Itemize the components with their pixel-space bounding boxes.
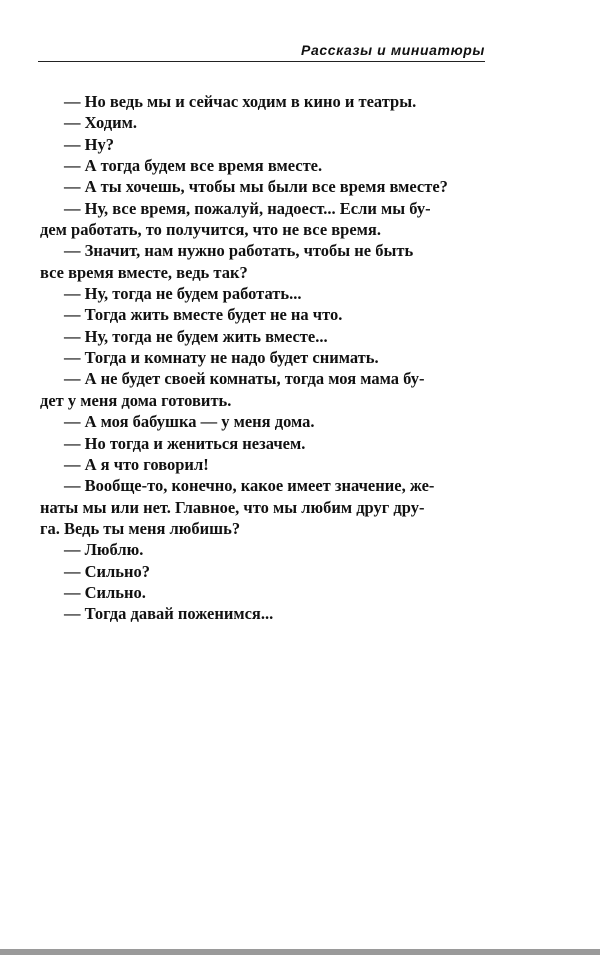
text-line: — А не будет своей комнаты, тогда моя мама бу- — [64, 369, 425, 389]
text-line: — Тогда и комнату не надо будет снимать. — [64, 348, 379, 368]
text-line: — Ну, все время, пожалуй, надоест... Если мы бу- — [64, 198, 431, 218]
text-line: — Тогда давай поженимся... — [64, 604, 274, 624]
text-line: — А я что говорил! — [64, 454, 209, 474]
text-line: га. Ведь ты меня любишь? — [40, 518, 241, 538]
text-line: — Сильно. — [64, 582, 146, 602]
text-line: — А тогда будем все время вместе. — [64, 156, 323, 176]
running-head-title: Рассказы и миниатюры — [301, 42, 485, 58]
text-line: — Ну? — [64, 134, 114, 154]
text-line: — Но ведь мы и сейчас ходим в кино и театры. — [64, 92, 417, 111]
text-line: все время вместе, ведь так? — [40, 262, 248, 282]
text-line: — Но тогда и жениться незачем. — [64, 433, 306, 453]
text-line: наты мы или нет. Главное, что мы любим друг дру- — [40, 497, 425, 517]
bottom-edge-bar — [0, 949, 600, 955]
text-line: — Тогда жить вместе будет не на что. — [64, 305, 343, 325]
text-line: — Ну, тогда не будем жить вместе... — [64, 326, 328, 346]
text-line: — Значит, нам нужно работать, чтобы не быть — [64, 241, 414, 261]
text-line: — Сильно? — [64, 561, 151, 581]
text-line: — Вообще-то, конечно, какое имеет значение, же- — [64, 476, 435, 496]
text-line: — Ходим. — [64, 113, 138, 133]
text-line: дем работать, то получится, что не все время. — [40, 220, 381, 240]
text-line: — А ты хочешь, чтобы мы были все время вместе? — [64, 177, 448, 197]
running-head — [38, 40, 485, 64]
text-line: — А моя бабушка — у меня дома. — [64, 412, 315, 432]
text-line: — Люблю. — [64, 540, 144, 560]
text-line: — Ну, тогда не будем работать... — [64, 284, 302, 304]
text-line: дет у меня дома готовить. — [40, 390, 232, 410]
running-head-rule — [38, 61, 485, 62]
dialogue-text — [40, 91, 490, 625]
